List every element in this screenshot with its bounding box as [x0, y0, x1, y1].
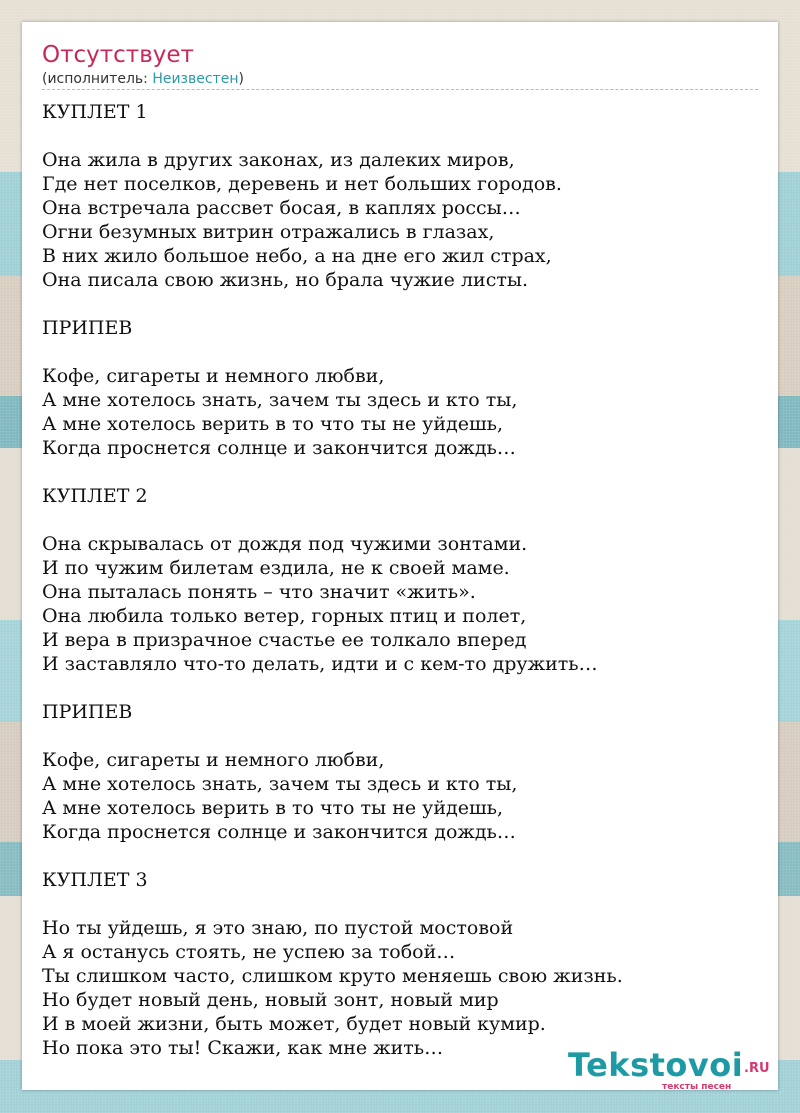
logo-tagline: тексты песен: [662, 1082, 732, 1092]
lyrics-blank-line: [42, 508, 623, 532]
artist-line: [42, 71, 244, 87]
lyrics-blank-line: [42, 292, 623, 316]
lyrics-line: А мне хотелось знать, зачем ты здесь и кто ты,: [42, 773, 518, 795]
lyrics-line: Она встречала рассвет босая, в каплях россы…: [42, 197, 521, 219]
lyrics-line: В них жило большое небо, а на дне его жил страх,: [42, 245, 552, 267]
lyrics-blank-line: [42, 460, 623, 484]
lyrics-line: И по чужим билетам ездила, не к своей маме.: [42, 557, 510, 579]
lyrics-line: Она жила в других законах, из далеких миров,: [42, 149, 515, 171]
lyrics-card: [22, 22, 778, 1090]
logo-tld: .RU: [744, 1061, 770, 1076]
lyrics-blank-line: [42, 676, 623, 700]
lyrics-line: Но пока это ты! Скажи, как мне жить…: [42, 1037, 444, 1059]
lyrics-line: Когда проснется солнце и закончится дождь…: [42, 437, 516, 459]
artist-suffix: ): [238, 71, 244, 87]
lyrics-text: [42, 100, 623, 1060]
lyrics-blank-line: [42, 340, 623, 364]
lyrics-blank-line: [42, 844, 623, 868]
lyrics-line: А мне хотелось верить в то что ты не уйдешь,: [42, 797, 503, 819]
lyrics-line: Когда проснется солнце и закончится дождь…: [42, 821, 516, 843]
lyrics-line: ПРИПЕВ: [42, 701, 133, 723]
song-title: Отсутствует: [42, 42, 194, 68]
lyrics-line: Она пыталась понять – что значит «жить».: [42, 581, 476, 603]
lyrics-blank-line: [42, 724, 623, 748]
lyrics-line: ПРИПЕВ: [42, 317, 133, 339]
lyrics-line: КУПЛЕТ 1: [42, 101, 148, 123]
divider: [42, 89, 758, 90]
lyrics-line: КУПЛЕТ 2: [42, 485, 148, 507]
lyrics-line: Но будет новый день, новый зонт, новый мир: [42, 989, 499, 1011]
lyrics-line: И вера в призрачное счастье ее толкало вперед: [42, 629, 527, 651]
lyrics-line: Она любила только ветер, горных птиц и полет,: [42, 605, 527, 627]
site-logo[interactable]: [568, 1048, 768, 1094]
lyrics-line: Огни безумных витрин отражались в глазах,: [42, 221, 495, 243]
logo-name: Tekstovoi: [568, 1046, 744, 1084]
lyrics-line: А мне хотелось верить в то что ты не уйдешь,: [42, 413, 503, 435]
lyrics-line: Но ты уйдешь, я это знаю, по пустой мостовой: [42, 917, 514, 939]
lyrics-line: Она скрывалась от дождя под чужими зонтами.: [42, 533, 528, 555]
lyrics-line: КУПЛЕТ 3: [42, 869, 148, 891]
lyrics-line: Она писала свою жизнь, но брала чужие листы.: [42, 269, 529, 291]
lyrics-line: Кофе, сигареты и немного любви,: [42, 749, 385, 771]
lyrics-line: Ты слишком часто, слишком круто меняешь свою жизнь.: [42, 965, 623, 987]
lyrics-line: И в моей жизни, быть может, будет новый кумир.: [42, 1013, 546, 1035]
lyrics-line: Где нет поселков, деревень и нет больших городов.: [42, 173, 562, 195]
lyrics-blank-line: [42, 124, 623, 148]
lyrics-line: А я останусь стоять, не успею за тобой…: [42, 941, 456, 963]
artist-link[interactable]: Неизвестен: [152, 71, 239, 87]
lyrics-blank-line: [42, 892, 623, 916]
lyrics-line: Кофе, сигареты и немного любви,: [42, 365, 385, 387]
lyrics-line: И заставляло что-то делать, идти и с кем-то дружить…: [42, 653, 598, 675]
artist-prefix: (исполнитель:: [42, 71, 153, 87]
lyrics-line: А мне хотелось знать, зачем ты здесь и кто ты,: [42, 389, 518, 411]
